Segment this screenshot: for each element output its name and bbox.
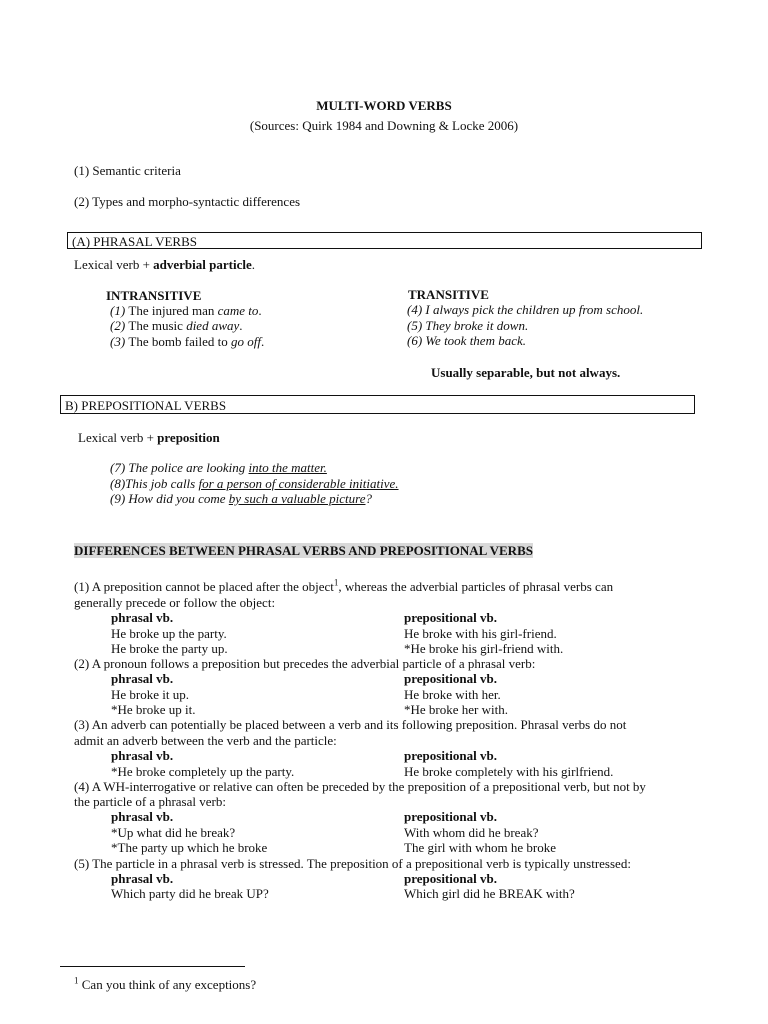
transitive-heading: TRANSITIVE	[408, 287, 489, 302]
transitive-example-6: (6) We took them back.	[407, 333, 527, 348]
difference-5-text: (5) The particle in a phrasal verb is stressed. The preposition of a prepositional verb is typically unstressed:	[74, 856, 631, 871]
example-left: *He broke up it.	[111, 702, 196, 717]
phrasal-definition: Lexical verb + adverbial particle.	[74, 257, 255, 272]
prepositional-verbs-box	[60, 395, 695, 414]
intransitive-heading: INTRANSITIVE	[106, 288, 202, 303]
example-left: Which party did he break UP?	[111, 886, 269, 901]
outline-item-2: (2) Types and morpho-syntactic differences	[74, 194, 301, 209]
example-left: He broke the party up.	[111, 641, 228, 656]
prepositional-verbs-heading: B) PREPOSITIONAL VERBS	[65, 398, 227, 413]
transitive-example-4: (4) I always pick the children up from school.	[407, 302, 644, 317]
example-right: Which girl did he BREAK with?	[404, 886, 575, 901]
prepositional-example-8: (8)This job calls for a person of considerable initiative.	[110, 476, 399, 491]
footnote-reference: 1	[333, 577, 339, 588]
footnote-separator	[60, 966, 245, 967]
difference-4-text: (4) A WH-interrogative or relative can often be preceded by the preposition of a prepositional verb, but not by	[74, 779, 646, 794]
intransitive-example-1: (1) The injured man came to.	[110, 303, 262, 318]
document-title: MULTI-WORD VERBS	[316, 98, 452, 113]
prepositional-column-label: prepositional vb.	[404, 809, 497, 824]
example-left: He broke it up.	[111, 687, 189, 702]
prepositional-column-label: prepositional vb.	[404, 871, 497, 886]
phrasal-column-label: phrasal vb.	[111, 748, 174, 763]
phrasal-column-label: phrasal vb.	[111, 671, 174, 686]
prepositional-column-label: prepositional vb.	[404, 610, 497, 625]
footnote	[74, 977, 256, 992]
example-right: With whom did he break?	[404, 825, 539, 840]
example-right: *He broke his girl-friend with.	[404, 641, 564, 656]
transitive-example-5: (5) They broke it down.	[407, 318, 529, 333]
difference-1-text: (1) A preposition cannot be placed after the object$^1$, whereas the adverbial particles of phrasal verbs can	[74, 577, 614, 594]
difference-2-text: (2) A pronoun follows a preposition but precedes the adverbial particle of a phrasal verb:	[74, 656, 536, 671]
prepositional-example-7: (7) The police are looking into the matter.	[110, 460, 327, 475]
difference-3-text: (3) An adverb can potentially be placed between a verb and its following preposition. Phrasal verbs do not	[74, 717, 627, 732]
example-left: *Up what did he break?	[111, 825, 236, 840]
example-right: He broke completely with his girlfriend.	[404, 764, 614, 779]
example-right: The girl with whom he broke	[404, 840, 556, 855]
differences-heading: DIFFERENCES BETWEEN PHRASAL VERBS AND PREPOSITIONAL VERBS	[74, 543, 533, 558]
example-left: He broke up the party.	[111, 626, 227, 641]
difference-3-text-cont: admit an adverb between the verb and the particle:	[74, 733, 337, 748]
footnote-marker: 1	[74, 975, 79, 986]
example-left: *He broke completely up the party.	[111, 764, 295, 779]
phrasal-verbs-heading: (A) PHRASAL VERBS	[72, 234, 197, 249]
outline-item-1: (1) Semantic criteria	[74, 163, 181, 178]
phrasal-column-label: phrasal vb.	[111, 809, 174, 824]
phrasal-verbs-box	[67, 232, 702, 249]
prepositional-column-label: prepositional vb.	[404, 671, 497, 686]
phrasal-column-label: phrasal vb.	[111, 871, 174, 886]
intransitive-example-2: (2) The music died away.	[110, 318, 243, 333]
difference-4-text-cont: the particle of a phrasal verb:	[74, 794, 226, 809]
example-right: He broke with his girl-friend.	[404, 626, 557, 641]
prepositional-example-9: (9) How did you come by such a valuable picture?	[110, 491, 372, 506]
footnote-text: Can you think of any exceptions?	[81, 977, 257, 992]
sources-line: (Sources: Quirk 1984 and Downing & Locke 2006)	[249, 118, 519, 133]
example-left: *The party up which he broke	[111, 840, 268, 855]
separability-note: Usually separable, but not always.	[431, 365, 621, 380]
prepositional-definition: Lexical verb + preposition	[78, 430, 220, 445]
difference-1-text-cont: generally precede or follow the object:	[74, 595, 276, 610]
prepositional-column-label: prepositional vb.	[404, 748, 497, 763]
intransitive-example-3: (3) The bomb failed to go off.	[110, 334, 265, 349]
example-right: *He broke her with.	[404, 702, 508, 717]
example-right: He broke with her.	[404, 687, 501, 702]
phrasal-column-label: phrasal vb.	[111, 610, 174, 625]
